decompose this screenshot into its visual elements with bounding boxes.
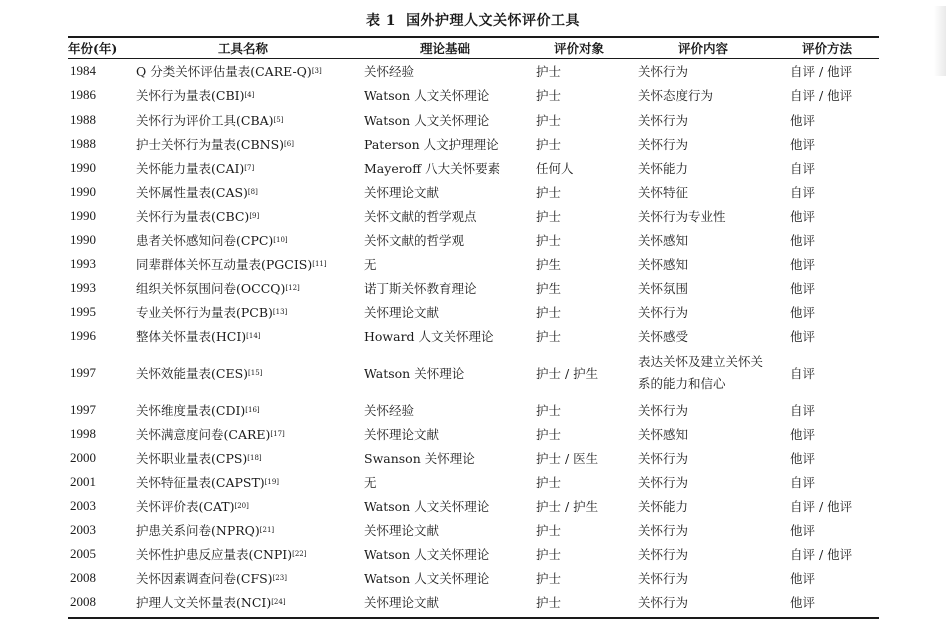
cell-content: 关怀感知	[638, 257, 689, 272]
cell-method: 他评	[790, 113, 816, 128]
cell-year: 1990	[70, 208, 96, 223]
table-row	[68, 204, 879, 228]
cell-method: 自评	[790, 475, 816, 490]
cell-method: 他评	[790, 281, 816, 296]
cell-year: 2008	[70, 594, 96, 609]
tool-name-text: 关怀评价表(CAT)	[136, 499, 235, 514]
table-header-row	[68, 38, 879, 58]
cell-method: 自评 / 他评	[790, 547, 853, 562]
cell-content: 关怀行为	[638, 403, 689, 418]
evaluation-tools-table	[68, 38, 879, 614]
cell-content: 关怀行为	[638, 595, 689, 610]
cell-object: 护士	[536, 88, 562, 103]
cell-tool-name: 护士关怀行为量表(CBNS) [6]	[136, 137, 294, 152]
cell-year: 2001	[70, 474, 96, 489]
cell-method: 他评	[790, 257, 816, 272]
table-row	[68, 180, 879, 204]
tool-name-text: 同辈群体关怀互动量表(PGCIS)	[136, 257, 313, 272]
cell-method: 他评	[790, 595, 816, 610]
tool-name-text: 组织关怀氛围问卷(OCCQ)	[136, 281, 286, 296]
cell-object: 护士 / 医生	[536, 451, 599, 466]
cell-theory: 关怀理论文献	[364, 595, 440, 610]
cell-object: 护士 / 护生	[536, 499, 599, 514]
cell-tool-name: 关怀行为量表(CBI) [4]	[136, 88, 255, 103]
cell-content: 关怀感知	[638, 427, 689, 442]
cell-content: 关怀行为	[638, 64, 689, 79]
cell-year: 1990	[70, 160, 96, 175]
table-row	[68, 60, 879, 82]
cell-method: 他评	[790, 451, 816, 466]
page-edge-shadow	[934, 6, 946, 76]
cell-method: 他评	[790, 523, 816, 538]
cell-content: 关怀行为	[638, 451, 689, 466]
cell-year: 1990	[70, 232, 96, 247]
cell-object: 护生	[536, 257, 562, 272]
cell-object: 护士	[536, 137, 562, 152]
cell-theory: Watson 人文关怀理论	[364, 88, 490, 103]
cell-year: 1986	[70, 87, 96, 102]
cell-year: 2005	[70, 546, 96, 561]
table-row	[68, 470, 879, 494]
cell-object: 护士	[536, 233, 562, 248]
tool-name-text: Q 分类关怀评估量表(CARE-Q)	[136, 64, 312, 79]
table-row	[68, 324, 879, 348]
header-object: 评价对象	[554, 41, 605, 56]
cell-year: 1993	[70, 280, 96, 295]
cell-theory: Paterson 人文护理理论	[364, 137, 499, 152]
cell-tool-name: 关怀职业量表(CPS) [18]	[136, 451, 262, 466]
cell-content: 关怀行为	[638, 571, 689, 586]
cell-tool-name: 护患关系问卷(NPRQ) [21]	[136, 523, 275, 538]
tool-name-text: 关怀职业量表(CPS)	[136, 451, 248, 466]
cell-theory: Watson 人文关怀理论	[364, 499, 490, 514]
cell-content: 表达关怀及建立关怀关系的能力和信心	[638, 354, 764, 391]
cell-theory: 关怀理论文献	[364, 427, 440, 442]
cell-tool-name: 组织关怀氛围问卷(OCCQ) [12]	[136, 281, 300, 296]
cell-theory: 关怀理论文献	[364, 185, 440, 200]
cell-object: 护士	[536, 305, 562, 320]
table-bottom-rule	[68, 617, 879, 619]
table-row	[68, 446, 879, 470]
cell-method: 自评	[790, 366, 816, 381]
cell-year: 1996	[70, 328, 96, 343]
cell-tool-name: 关怀特征量表(CAPST) [19]	[136, 475, 280, 490]
cell-object: 护生	[536, 281, 562, 296]
table-row	[68, 108, 879, 132]
cell-theory: Watson 人文关怀理论	[364, 571, 490, 586]
cell-theory: 关怀文献的哲学观点	[364, 209, 477, 224]
cell-year: 1998	[70, 426, 96, 441]
table-row	[68, 228, 879, 252]
table-title: 国外护理人文关怀评价工具	[406, 13, 581, 29]
cell-year: 1984	[70, 63, 96, 78]
cell-tool-name: 同辈群体关怀互动量表(PGCIS) [11]	[136, 257, 327, 272]
tool-name-text: 关怀满意度问卷(CARE)	[136, 427, 271, 442]
cell-method: 他评	[790, 571, 816, 586]
cell-object: 护士 / 护生	[536, 366, 599, 381]
cell-content: 关怀行为	[638, 523, 689, 538]
cell-tool-name: 护理人文关怀量表(NCI) [24]	[136, 595, 286, 610]
header-theory: 理论基础	[420, 41, 471, 56]
cell-tool-name: 专业关怀行为量表(PCB) [13]	[136, 305, 288, 320]
cell-content: 关怀能力	[638, 499, 689, 514]
cell-object: 护士	[536, 427, 562, 442]
cell-year: 1997	[70, 365, 96, 380]
cell-content: 关怀氛围	[638, 281, 689, 296]
cell-object: 护士	[536, 523, 562, 538]
cell-theory: Howard 人文关怀理论	[364, 329, 494, 344]
cell-tool-name: 患者关怀感知问卷(CPC) [10]	[136, 233, 288, 248]
cell-year: 2008	[70, 570, 96, 585]
cell-method: 他评	[790, 137, 816, 152]
cell-content: 关怀行为	[638, 137, 689, 152]
table-row	[68, 252, 879, 276]
cell-method: 自评	[790, 185, 816, 200]
cell-theory: Watson 关怀理论	[364, 366, 465, 381]
cell-tool-name: 关怀满意度问卷(CARE) [17]	[136, 427, 285, 442]
header-year: 年份(年)	[68, 41, 118, 56]
cell-method: 他评	[790, 427, 816, 442]
table-row	[68, 590, 879, 614]
tool-name-text: 整体关怀量表(HCI)	[136, 329, 247, 344]
cell-tool-name: 关怀维度量表(CDI) [16]	[136, 403, 260, 418]
cell-method: 他评	[790, 305, 816, 320]
cell-tool-name: 关怀效能量表(CES) [15]	[136, 366, 263, 381]
tool-name-text: 关怀性护患反应量表(CNPI)	[136, 547, 293, 562]
cell-method: 他评	[790, 209, 816, 224]
tool-name-text: 专业关怀行为量表(PCB)	[136, 305, 273, 320]
tool-name-text: 关怀维度量表(CDI)	[136, 403, 246, 418]
table-row	[68, 300, 879, 324]
cell-theory: 诺丁斯关怀教育理论	[364, 281, 477, 296]
table-row	[68, 132, 879, 156]
table-row	[68, 542, 879, 566]
table-caption	[0, 10, 946, 30]
cell-object: 护士	[536, 209, 562, 224]
cell-tool-name: 关怀因素调查问卷(CFS) [23]	[136, 571, 287, 586]
tool-name-text: 关怀行为量表(CBI)	[136, 88, 245, 103]
cell-object: 护士	[536, 595, 562, 610]
tool-name-text: 护患关系问卷(NPRQ)	[136, 523, 260, 538]
cell-object: 护士	[536, 113, 562, 128]
cell-theory: 关怀文献的哲学观	[364, 233, 465, 248]
cell-method: 他评	[790, 329, 816, 344]
header-content: 评价内容	[678, 41, 729, 56]
cell-object: 护士	[536, 403, 562, 418]
header-tool-name: 工具名称	[218, 41, 269, 56]
tool-name-text: 关怀能力量表(CAI)	[136, 161, 245, 176]
cell-content: 关怀能力	[638, 161, 689, 176]
cell-content: 关怀行为	[638, 305, 689, 320]
cell-object: 护士	[536, 475, 562, 490]
tool-name-text: 关怀属性量表(CAS)	[136, 185, 248, 200]
cell-tool-name: 整体关怀量表(HCI) [14]	[136, 329, 261, 344]
cell-content: 关怀行为	[638, 113, 689, 128]
table-row	[68, 348, 879, 398]
cell-content: 关怀特征	[638, 185, 689, 200]
cell-theory: 关怀经验	[364, 403, 415, 418]
cell-method: 自评	[790, 161, 816, 176]
cell-year: 1993	[70, 256, 96, 271]
tool-name-text: 关怀因素调查问卷(CFS)	[136, 571, 273, 586]
table-row	[68, 518, 879, 542]
cell-method: 自评 / 他评	[790, 499, 853, 514]
table-row	[68, 82, 879, 108]
cell-object: 护士	[536, 547, 562, 562]
cell-method: 自评	[790, 403, 816, 418]
table-row	[68, 398, 879, 422]
table-row	[68, 422, 879, 446]
cell-year: 2003	[70, 522, 96, 537]
tool-name-text: 关怀行为量表(CBC)	[136, 209, 250, 224]
cell-theory: 关怀理论文献	[364, 523, 440, 538]
cell-theory: Mayeroff 八大关怀要素	[364, 161, 501, 176]
cell-tool-name: Q 分类关怀评估量表(CARE-Q) [3]	[136, 64, 322, 79]
cell-tool-name: 关怀能力量表(CAI) [7]	[136, 161, 255, 176]
tool-name-text: 关怀行为评价工具(CBA)	[136, 113, 274, 128]
table-body	[68, 58, 879, 614]
table-row	[68, 156, 879, 180]
cell-tool-name: 关怀行为评价工具(CBA) [5]	[136, 113, 284, 128]
cell-tool-name: 关怀行为量表(CBC) [9]	[136, 209, 260, 224]
cell-year: 1997	[70, 402, 96, 417]
cell-tool-name: 关怀性护患反应量表(CNPI) [22]	[136, 547, 307, 562]
cell-tool-name: 关怀评价表(CAT) [20]	[136, 499, 249, 514]
table-row	[68, 276, 879, 300]
cell-content: 关怀行为	[638, 475, 689, 490]
cell-content: 关怀行为	[638, 547, 689, 562]
tool-name-text: 关怀特征量表(CAPST)	[136, 475, 265, 490]
tool-name-text: 护士关怀行为量表(CBNS)	[136, 137, 285, 152]
cell-year: 1988	[70, 112, 96, 127]
cell-object: 任何人	[536, 161, 574, 176]
cell-year: 2003	[70, 498, 96, 513]
cell-theory: Watson 人文关怀理论	[364, 113, 490, 128]
cell-object: 护士	[536, 571, 562, 586]
cell-content: 关怀态度行为	[638, 88, 714, 103]
tool-name-text: 患者关怀感知问卷(CPC)	[136, 233, 274, 248]
cell-theory: Watson 人文关怀理论	[364, 547, 490, 562]
cell-content: 关怀感知	[638, 233, 689, 248]
tool-name-text: 关怀效能量表(CES)	[136, 366, 249, 381]
table-row	[68, 566, 879, 590]
cell-method: 自评 / 他评	[790, 64, 853, 79]
table-number: 表 1	[365, 13, 397, 29]
cell-theory: Swanson 关怀理论	[364, 451, 475, 466]
cell-method: 他评	[790, 233, 816, 248]
cell-theory: 关怀经验	[364, 64, 415, 79]
cell-year: 1995	[70, 304, 96, 319]
cell-theory: 无	[364, 257, 377, 272]
cell-object: 护士	[536, 64, 562, 79]
cell-tool-name: 关怀属性量表(CAS) [8]	[136, 185, 258, 200]
tool-name-text: 护理人文关怀量表(NCI)	[136, 595, 272, 610]
cell-object: 护士	[536, 185, 562, 200]
cell-theory: 无	[364, 475, 377, 490]
cell-theory: 关怀理论文献	[364, 305, 440, 320]
cell-object: 护士	[536, 329, 562, 344]
cell-year: 2000	[70, 450, 96, 465]
header-method: 评价方法	[802, 41, 853, 56]
cell-method: 自评 / 他评	[790, 88, 853, 103]
cell-year: 1988	[70, 136, 96, 151]
cell-content: 关怀感受	[638, 329, 689, 344]
cell-content: 关怀行为专业性	[638, 209, 726, 224]
cell-year: 1990	[70, 184, 96, 199]
table-row	[68, 494, 879, 518]
